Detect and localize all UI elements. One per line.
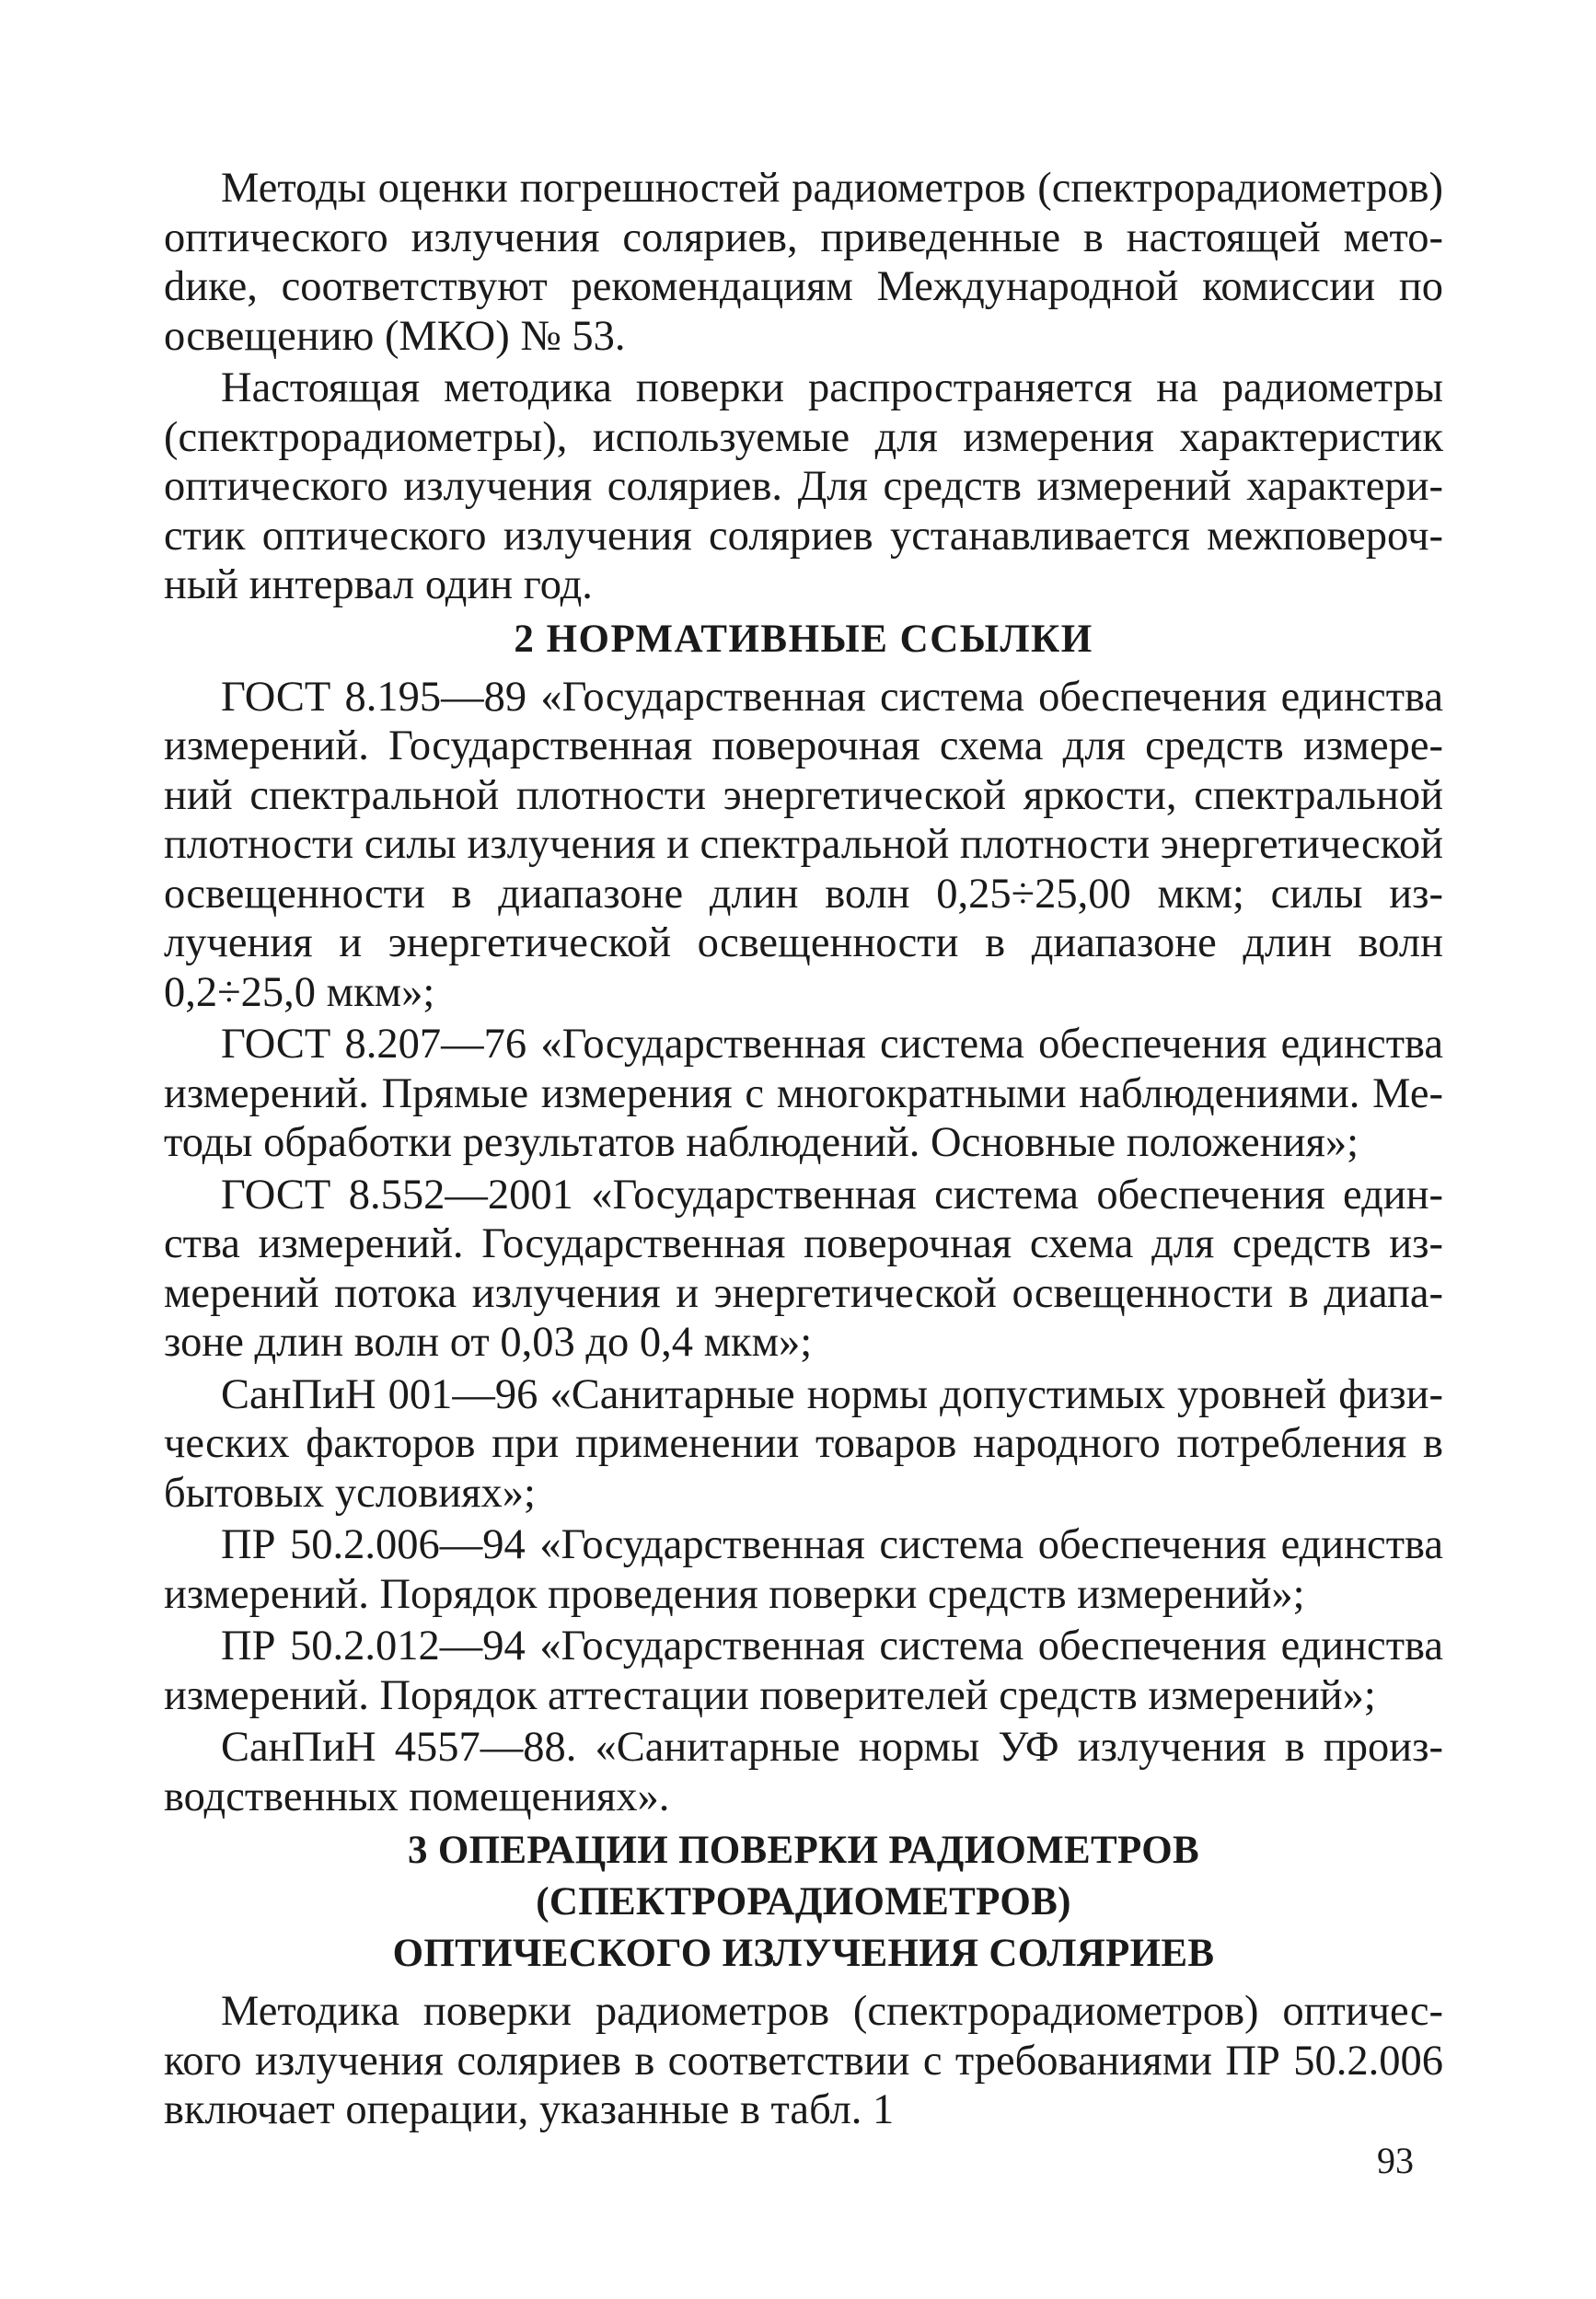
reference-gost-8-552: ГОСТ 8.552—2001 «Государственная система обеспечения единства измерений. Государственная поверочная схема для средств измерений потока излучения и энергетической освещенности в диапазоне длин волн от 0,03 до 0,4 мкм»; [164, 1171, 1443, 1366]
reference-gost-8-207: ГОСТ 8.207—76 «Государственная система обеспечения единства измерений. Прямые измерения с многократными наблюдениями. Методы обработки результатов наблюдений. Основные положения»; [164, 1021, 1443, 1166]
document-page [164, 164, 1443, 2138]
reference-sanpin-001: СанПиН 001—96 «Санитарные нормы допустимых уровней физических факторов при применении товаров народного потребления в бытовых условиях»; [164, 1370, 1443, 1517]
intro-paragraph-2: Настоящая методика поверки распространяется на радиометры (спектрорадиометры), используемые для измерения характеристик оптического излучения соляриев. Для средств измерений характеристик оптического излучения соляриев устанавливается межповерочный интервал один год. [164, 364, 1443, 608]
reference-pr-50-2-012: ПР 50.2.012—94 «Государственная система обеспечения единства измерений. Порядок аттестации поверителей средств измерений»; [164, 1623, 1443, 1719]
section-3-paragraph: Методика поверки радиометров (спектрорадиометров) оптического излучения соляриев в соответствии с требованиями ПР 50.2.006 включает операции, указанные в табл. 1 [164, 1988, 1443, 2133]
reference-sanpin-4557: СанПиН 4557—88. «Санитарные нормы УФ излучения в производственных помещениях». [164, 1724, 1443, 1820]
section-3-heading-line-2: ОПТИЧЕСКОГО ИЗЛУЧЕНИЯ СОЛЯРИЕВ [392, 1932, 1215, 1975]
section-3-heading-line-1: 3 ОПЕРАЦИИ ПОВЕРКИ РАДИОМЕТРОВ (СПЕКТРОРАДИОМЕТРОВ) [407, 1829, 1199, 1924]
section-3-heading [164, 1825, 1443, 1980]
reference-gost-8-195: ГОСТ 8.195—89 «Государственная система обеспечения единства измерений. Государственная поверочная схема для средств измерений спектральной плотности энергетической яркости, спектральной плотности силы излучения и спектральной плотности энергетической освещенности в диапазоне длин волн 0,25÷25,00 мкм; силы излучения и энергетической освещенности в диапазоне длин волн 0,2÷25,0 мкм»; [164, 673, 1443, 1016]
reference-pr-50-2-006: ПР 50.2.006—94 «Государственная система обеспечения единства измерений. Порядок проведения поверки средств измерений»; [164, 1521, 1443, 1618]
page-number: 93 [1377, 2140, 1414, 2181]
section-2-heading: 2 НОРМАТИВНЫЕ ССЫЛКИ [514, 617, 1093, 661]
intro-paragraph-1: Методы оценки погрешностей радиометров (спектрорадиометров) оптического излучения соляриев, приведенные в настоящей метоdике, соответствуют рекомендациям Международной комиссии по освещению (МКО) № 53. [164, 165, 1443, 360]
